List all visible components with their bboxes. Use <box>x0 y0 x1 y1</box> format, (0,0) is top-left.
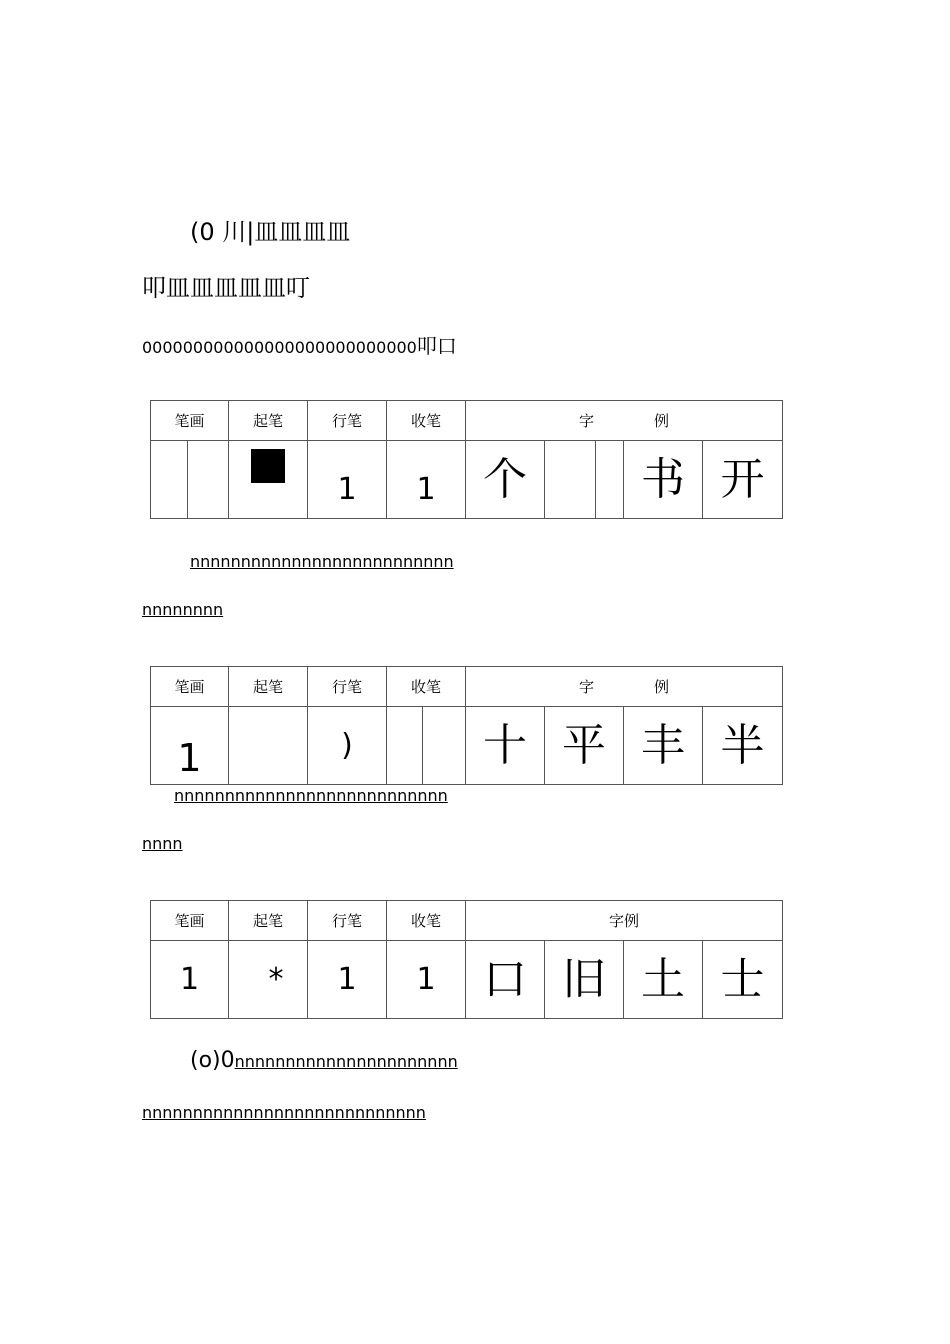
header-move: 行笔 <box>308 401 387 441</box>
black-square-mark <box>251 449 285 483</box>
move-cell: ) <box>308 707 387 785</box>
note3-text: nnnnnnnnnnnnnnnnnnnnnn <box>234 1052 458 1071</box>
example-char: 开 <box>703 441 783 519</box>
example-char: 平 <box>545 707 624 785</box>
move-cell: 1 <box>308 441 387 519</box>
note1-line2: nnnnnnnn <box>142 600 224 619</box>
start-cell: * <box>229 941 308 1019</box>
header-end: 收笔 <box>387 901 466 941</box>
header-end: 收笔 <box>387 667 466 707</box>
line2-tail: 叮 <box>286 274 310 302</box>
note2-line2: nnnn <box>142 834 183 853</box>
move-cell: 1 <box>308 941 387 1019</box>
example-char: 旧 <box>545 941 624 1019</box>
example-char: 土 <box>624 941 703 1019</box>
start-cell <box>229 707 308 785</box>
heading-boxes: 皿皿皿皿 <box>254 218 351 246</box>
header-start: 起笔 <box>229 901 308 941</box>
example-char: 十 <box>466 707 545 785</box>
line2-lead: 叩 <box>142 274 166 302</box>
end-cell <box>387 707 466 785</box>
zeros-tail: 叩口 <box>416 334 457 358</box>
header-examples: 字 例 <box>466 667 783 707</box>
note2-line1: nnnnnnnnnnnnnnnnnnnnnnnnnnn <box>174 786 448 805</box>
end-cell: 1 <box>387 441 466 519</box>
header-start: 起笔 <box>229 667 308 707</box>
header-stroke: 笔画 <box>151 901 229 941</box>
heading-lead: (0 川| <box>190 218 255 246</box>
start-cell <box>229 441 308 519</box>
stroke-cell: 1 <box>151 941 229 1019</box>
zeros-line <box>142 330 457 359</box>
header-examples: 字例 <box>466 901 783 941</box>
zeros-text: 000000000000000000000000000 <box>142 338 417 357</box>
stroke-table-1 <box>150 400 783 519</box>
header-examples: 字 例 <box>466 401 783 441</box>
note3-lead: (o)0 <box>190 1048 235 1073</box>
stroke-cell: 1 <box>151 707 229 785</box>
header-move: 行笔 <box>308 667 387 707</box>
note3-line1 <box>190 1048 458 1073</box>
example-char: 口 <box>466 941 545 1019</box>
header-start: 起笔 <box>229 401 308 441</box>
example-empty-cell <box>545 441 624 519</box>
header-stroke: 笔画 <box>151 401 229 441</box>
note1-line1: nnnnnnnnnnnnnnnnnnnnnnnnnn <box>190 552 454 571</box>
header-move: 行笔 <box>308 901 387 941</box>
stroke-table-2 <box>150 666 783 785</box>
end-cell: 1 <box>387 941 466 1019</box>
example-char: 士 <box>703 941 783 1019</box>
example-char: 个 <box>466 441 545 519</box>
example-char: 半 <box>703 707 783 785</box>
header-stroke: 笔画 <box>151 667 229 707</box>
stroke-table-3 <box>150 900 783 1019</box>
heading-line-2 <box>142 268 310 303</box>
note3-line2: nnnnnnnnnnnnnnnnnnnnnnnnnnnn <box>142 1103 426 1122</box>
line2-boxes: 皿皿皿皿皿 <box>166 274 286 302</box>
header-end: 收笔 <box>387 401 466 441</box>
heading-line-1 <box>190 212 350 247</box>
example-char: 书 <box>624 441 703 519</box>
example-char: 丰 <box>624 707 703 785</box>
stroke-cell <box>151 441 229 519</box>
